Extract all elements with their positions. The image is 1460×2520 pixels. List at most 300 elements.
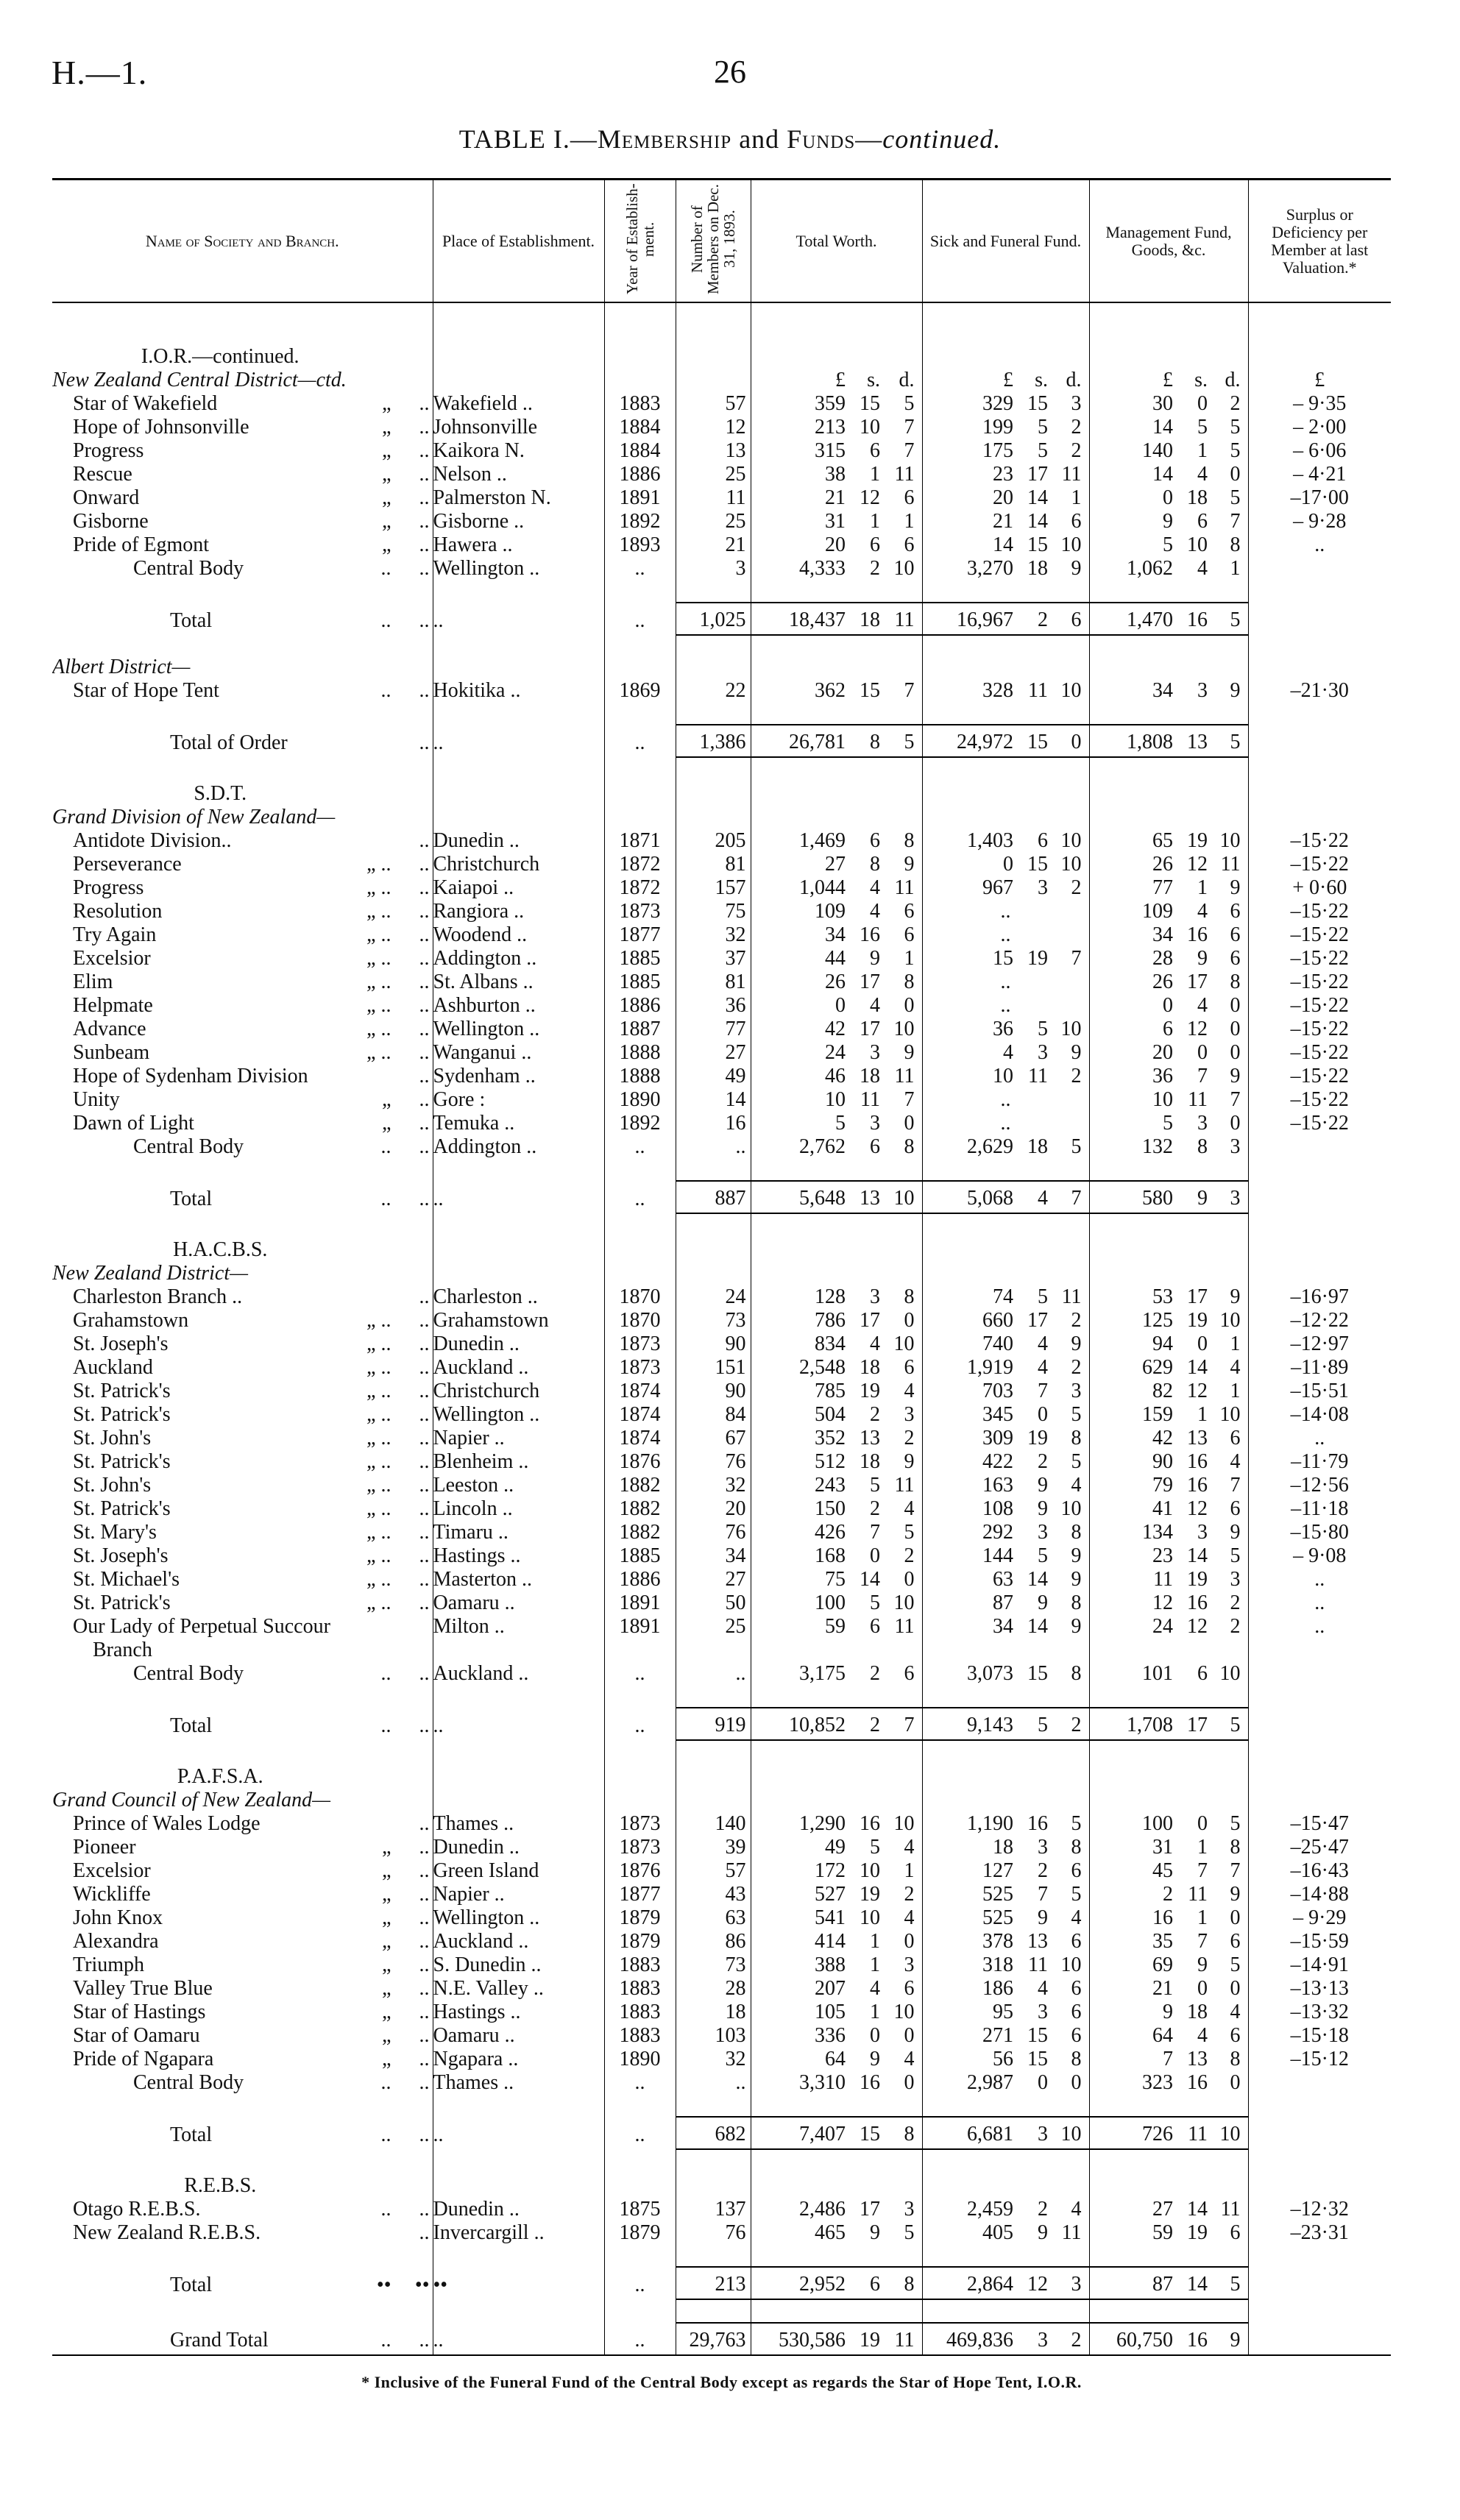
surplus-cell bbox=[1248, 1685, 1391, 1708]
total-worth-shillings: 5 bbox=[870, 1591, 880, 1614]
total-worth-shillings bbox=[850, 2244, 883, 2267]
total-worth-pence: 0 bbox=[904, 2071, 915, 2094]
total-worth-shillings: 9 bbox=[870, 947, 880, 970]
surplus-cell bbox=[1248, 2117, 1391, 2149]
sick-fund-pounds: 144 bbox=[922, 1544, 1018, 1567]
table-wrapper bbox=[52, 178, 1391, 2393]
year-cell: 1877 bbox=[604, 1882, 676, 1906]
total-worth-shillings: 18 bbox=[860, 1356, 880, 1379]
total-worth-pence: 8 bbox=[904, 1285, 915, 1308]
total-worth-pounds: 172 bbox=[751, 1859, 850, 1882]
management-fund-pence: 3 bbox=[1230, 1135, 1241, 1158]
surplus-cell: –23·31 bbox=[1248, 2221, 1391, 2244]
management-fund-shillings bbox=[1177, 2299, 1211, 2323]
name-cell bbox=[52, 852, 433, 876]
sick-fund-pence: 10 bbox=[1060, 533, 1082, 556]
surplus-cell: –12·22 bbox=[1248, 1308, 1391, 1332]
name-cell bbox=[52, 1929, 433, 1953]
table-row bbox=[52, 1308, 1391, 1332]
members-cell: 27 bbox=[676, 1040, 751, 1064]
year-cell: 1890 bbox=[604, 1087, 676, 1111]
name-cell bbox=[52, 1591, 433, 1614]
surplus-cell: –21·30 bbox=[1248, 678, 1391, 702]
management-fund-shillings: 9 bbox=[1177, 1181, 1211, 1213]
sick-fund-shillings: 14 bbox=[1027, 486, 1049, 509]
total-worth-pence: 3 bbox=[904, 1953, 915, 1976]
table-row bbox=[52, 1567, 1391, 1591]
name-wrap bbox=[52, 416, 433, 439]
name-wrap bbox=[52, 1380, 433, 1402]
surplus-cell: –15·22 bbox=[1248, 852, 1391, 876]
total-worth-pence: 11 bbox=[894, 876, 915, 899]
management-fund-shillings: 16 bbox=[1177, 603, 1211, 635]
management-fund-shillings: 7 bbox=[1197, 1930, 1208, 1953]
year-cell: 1887 bbox=[604, 1017, 676, 1040]
sick-fund-pounds: 329 bbox=[922, 391, 1018, 415]
total-worth-pence: 8 bbox=[904, 1135, 915, 1158]
table-title bbox=[0, 124, 1460, 155]
surplus-cell: .. bbox=[1248, 1591, 1391, 1614]
management-fund-pounds: 323 bbox=[1089, 2070, 1177, 2094]
sick-fund-shillings: 6 bbox=[1038, 829, 1049, 852]
sick-fund-pence: 10 bbox=[1060, 1497, 1082, 1520]
name-cell bbox=[52, 2047, 433, 2070]
leader-dots: .. bbox=[419, 679, 430, 702]
management-fund-pounds bbox=[1089, 635, 1177, 678]
name-cell bbox=[52, 1017, 433, 1040]
sick-fund-shillings bbox=[1018, 2149, 1051, 2197]
management-fund-shillings: 11 bbox=[1188, 1088, 1208, 1111]
total-worth-pounds: 24 bbox=[751, 1040, 850, 1064]
total-worth-pounds: 465 bbox=[751, 2221, 850, 2244]
name-cell bbox=[52, 1355, 433, 1379]
management-fund-pence: 10 bbox=[1219, 1309, 1241, 1332]
place-cell bbox=[433, 1685, 604, 1708]
management-fund-pence: 10 bbox=[1219, 1662, 1241, 1685]
place-cell: .. bbox=[433, 1708, 604, 1740]
year-cell: 1877 bbox=[604, 923, 676, 946]
total-worth-pounds: 1,469 bbox=[751, 828, 850, 852]
management-fund-pence: 7 bbox=[1230, 1474, 1241, 1497]
place-cell: Auckland .. bbox=[433, 1929, 604, 1953]
members-cell: 887 bbox=[676, 1181, 751, 1213]
total-worth-shillings bbox=[850, 635, 883, 678]
sick-fund-pounds bbox=[922, 1638, 1018, 1661]
total-worth-pence: 8 bbox=[883, 2267, 922, 2299]
total-worth-pounds: 5,648 bbox=[751, 1181, 850, 1213]
leader-dots: .. bbox=[419, 1859, 430, 1882]
management-fund-pence bbox=[1211, 2149, 1248, 2197]
management-fund-pence: 10 bbox=[1219, 829, 1241, 852]
place-cell: Palmerston N. bbox=[433, 486, 604, 509]
branch-name-continued: Branch bbox=[93, 1639, 152, 1661]
sick-fund-shillings: 4 bbox=[1038, 1332, 1049, 1355]
table-row bbox=[52, 1017, 1391, 1040]
management-fund-pounds: 0 bbox=[1089, 486, 1177, 509]
sick-fund-pence: 5 bbox=[1071, 1135, 1082, 1158]
name-cell bbox=[52, 970, 433, 993]
year-cell: .. bbox=[604, 603, 676, 635]
surplus-cell bbox=[1248, 1213, 1391, 1261]
management-fund-pence: 2 bbox=[1230, 1591, 1241, 1614]
members-cell: 21 bbox=[676, 533, 751, 556]
name-wrap bbox=[52, 1286, 433, 1308]
name-cell bbox=[52, 462, 433, 486]
place-cell bbox=[433, 2299, 604, 2323]
place-cell bbox=[433, 635, 604, 678]
members-cell: .. bbox=[676, 1661, 751, 1685]
total-worth-pence: 10 bbox=[893, 1018, 915, 1040]
sick-fund-pence bbox=[1051, 2244, 1089, 2267]
management-fund-pence: 5 bbox=[1230, 1544, 1241, 1567]
leader-dots: .. bbox=[419, 1018, 430, 1040]
name-wrap bbox=[52, 853, 433, 876]
name-wrap bbox=[52, 1474, 433, 1497]
total-worth-shillings: 9 bbox=[870, 2221, 880, 2244]
leader-dots: .. bbox=[419, 853, 430, 876]
name-cell bbox=[52, 946, 433, 970]
members-cell: 73 bbox=[676, 1953, 751, 1976]
leader-dots: .. bbox=[419, 1714, 430, 1737]
leader-dots: .. bbox=[419, 1065, 430, 1087]
leader-dots: .. bbox=[419, 1041, 430, 1064]
branch-name: Hope of Sydenham Division bbox=[73, 1065, 308, 1087]
sick-fund-pence: 8 bbox=[1071, 1662, 1082, 1685]
branch-name: Rescue bbox=[73, 463, 132, 486]
total-worth-shillings: 4 bbox=[870, 1977, 880, 2000]
management-fund-pounds: 100 bbox=[1089, 1811, 1177, 1835]
ditto-mark: „ .. bbox=[366, 853, 391, 876]
total-worth-pence: 7 bbox=[904, 679, 915, 702]
members-cell: .. bbox=[676, 2070, 751, 2094]
total-row bbox=[52, 725, 1391, 757]
members-cell: 27 bbox=[676, 1567, 751, 1591]
management-fund-pence: 9 bbox=[1230, 1521, 1241, 1544]
members-cell: 90 bbox=[676, 1332, 751, 1355]
table-row bbox=[52, 678, 1391, 702]
sick-fund-shillings bbox=[1018, 302, 1051, 368]
sick-fund-shillings bbox=[1018, 702, 1051, 725]
total-worth-pounds bbox=[751, 1213, 850, 1261]
surplus-cell: .. bbox=[1248, 1426, 1391, 1449]
year-cell: 1892 bbox=[604, 1111, 676, 1135]
surplus-cell: .. bbox=[1248, 1567, 1391, 1591]
total-worth-shillings: 3 bbox=[870, 1112, 880, 1135]
total-worth-pounds: 105 bbox=[751, 2000, 850, 2023]
management-fund-pounds: 21 bbox=[1089, 1976, 1177, 2000]
total-worth-pence: 0 bbox=[904, 2024, 915, 2047]
members-cell: 28 bbox=[676, 1976, 751, 2000]
district-heading: Albert District— bbox=[52, 656, 191, 678]
year-cell bbox=[604, 805, 676, 828]
members-cell: 86 bbox=[676, 1929, 751, 1953]
members-cell bbox=[676, 368, 751, 391]
sick-fund-pence: 0 bbox=[1071, 2071, 1082, 2094]
management-fund-pounds: 53 bbox=[1089, 1285, 1177, 1308]
name-wrap bbox=[52, 1357, 433, 1379]
name-wrap bbox=[52, 2072, 433, 2094]
sick-fund-pence: 8 bbox=[1071, 1427, 1082, 1449]
district-heading: New Zealand District— bbox=[52, 1262, 249, 1285]
place-cell bbox=[433, 2094, 604, 2117]
management-fund-shillings bbox=[1177, 1740, 1211, 1788]
branch-name: Grahamstown bbox=[73, 1309, 189, 1332]
total-worth-pounds: 5 bbox=[751, 1111, 850, 1135]
year-cell: .. bbox=[604, 2267, 676, 2299]
leader-dots: .. bbox=[419, 2123, 430, 2146]
management-fund-pence: 4 bbox=[1230, 1450, 1241, 1473]
management-fund-pounds bbox=[1089, 1261, 1177, 1285]
management-fund-pence: 9 bbox=[1230, 1065, 1241, 1087]
management-fund-shillings bbox=[1177, 580, 1211, 603]
total-worth-pence: 5 bbox=[904, 2221, 915, 2244]
grand-total-row bbox=[52, 2323, 1391, 2355]
total-worth-pence: 10 bbox=[893, 1812, 915, 1835]
members-cell: 57 bbox=[676, 1859, 751, 1882]
table-row bbox=[52, 876, 1391, 899]
sick-fund-pounds: 405 bbox=[922, 2221, 1018, 2244]
place-cell: Ngapara .. bbox=[433, 2047, 604, 2070]
table-row bbox=[52, 1332, 1391, 1355]
place-cell: Blenheim .. bbox=[433, 1449, 604, 1473]
place-cell: Thames .. bbox=[433, 2070, 604, 2094]
management-fund-shillings: 9 bbox=[1197, 1953, 1208, 1976]
name-wrap bbox=[52, 2124, 433, 2146]
management-fund-pounds: 90 bbox=[1089, 1449, 1177, 1473]
year-cell: 1874 bbox=[604, 1379, 676, 1402]
sick-fund-pence: 2 bbox=[1071, 439, 1082, 462]
management-fund-pence: 10 bbox=[1219, 1403, 1241, 1426]
year-cell: 1873 bbox=[604, 1332, 676, 1355]
management-fund-shillings: 19 bbox=[1187, 1568, 1208, 1591]
leader-dots: .. bbox=[419, 2198, 430, 2221]
place-cell: Hastings .. bbox=[433, 1544, 604, 1567]
place-cell bbox=[433, 1638, 604, 1661]
sick-fund-pence: 3 bbox=[1071, 1380, 1082, 1402]
surplus-cell bbox=[1248, 1661, 1391, 1685]
leader-dots: .. bbox=[419, 1285, 430, 1308]
surplus-cell: –11·18 bbox=[1248, 1497, 1391, 1520]
table-row bbox=[52, 391, 1391, 415]
ditto-mark: „ .. bbox=[366, 1544, 391, 1567]
members-cell: 140 bbox=[676, 1811, 751, 1835]
name-cell bbox=[52, 876, 433, 899]
management-fund-pounds: 1,708 bbox=[1089, 1708, 1177, 1740]
total-worth-pounds: 4,333 bbox=[751, 556, 850, 580]
management-fund-shillings: 13 bbox=[1187, 1427, 1208, 1449]
year-cell: 1888 bbox=[604, 1064, 676, 1087]
name-wrap bbox=[52, 732, 433, 754]
ditto-mark: „ .. bbox=[366, 947, 391, 970]
name-cell bbox=[52, 2323, 433, 2355]
sick-fund-pounds: 4 bbox=[922, 1040, 1018, 1064]
total-worth-pounds bbox=[751, 2299, 850, 2323]
management-fund-pence: 0 bbox=[1230, 994, 1241, 1017]
sick-fund-shillings: 5 bbox=[1038, 439, 1049, 462]
total-worth-pence bbox=[883, 580, 922, 603]
leader-dots: .. bbox=[419, 2048, 430, 2070]
members-cell: 25 bbox=[676, 462, 751, 486]
name-cell bbox=[52, 1402, 433, 1426]
sick-fund-shillings bbox=[1018, 2244, 1051, 2267]
place-cell bbox=[433, 1213, 604, 1261]
sick-fund-pence: 8 bbox=[1071, 1521, 1082, 1544]
leader-dots: .. bbox=[419, 463, 430, 486]
management-fund-shillings bbox=[1177, 635, 1211, 678]
name-wrap bbox=[52, 610, 433, 632]
surplus-cell: – 6·06 bbox=[1248, 439, 1391, 462]
total-worth-shillings: 14 bbox=[860, 1568, 880, 1591]
total-worth-pence: 5 bbox=[883, 725, 922, 757]
name-wrap bbox=[52, 1498, 433, 1520]
leader-dots: .. bbox=[419, 2071, 430, 2094]
sick-fund-shillings: 2 bbox=[1038, 1859, 1049, 1882]
name-cell bbox=[52, 1497, 433, 1520]
sick-fund-pence: 6 bbox=[1071, 2024, 1082, 2047]
sick-fund-pence bbox=[1051, 635, 1089, 678]
table-body bbox=[52, 302, 1391, 2355]
sick-fund-pounds: 2,459 bbox=[922, 2197, 1018, 2221]
members-cell: 32 bbox=[676, 923, 751, 946]
total-worth-pence: 11 bbox=[894, 1615, 915, 1638]
branch-name: Total bbox=[170, 609, 213, 632]
sick-fund-pounds: 740 bbox=[922, 1332, 1018, 1355]
table-row bbox=[52, 1402, 1391, 1426]
branch-name: Sunbeam bbox=[73, 1041, 150, 1064]
sick-fund-shillings: 3 bbox=[1018, 2117, 1051, 2149]
management-fund-pence bbox=[1211, 1213, 1248, 1261]
surplus-cell bbox=[1248, 2094, 1391, 2117]
sick-fund-pence: 1 bbox=[1071, 486, 1082, 509]
year-cell: 1876 bbox=[604, 1449, 676, 1473]
sick-fund-pence: 6 bbox=[1071, 1977, 1082, 2000]
year-cell: 1886 bbox=[604, 1567, 676, 1591]
surplus-cell: –15·80 bbox=[1248, 1520, 1391, 1544]
sick-fund-pounds: 186 bbox=[922, 1976, 1018, 2000]
year-cell bbox=[604, 580, 676, 603]
management-fund-pence: 0 bbox=[1230, 1112, 1241, 1135]
management-fund-shillings bbox=[1177, 1158, 1211, 1181]
sick-fund-pence: 11 bbox=[1061, 2221, 1082, 2244]
sick-fund-pounds bbox=[922, 2149, 1018, 2197]
total-worth-pence: 6 bbox=[904, 1356, 915, 1379]
sick-fund-shillings: 18 bbox=[1027, 1135, 1049, 1158]
sick-fund-pence bbox=[1051, 1213, 1089, 1261]
management-fund-pence: 8 bbox=[1230, 970, 1241, 993]
total-worth-shillings: 6 bbox=[870, 1135, 880, 1158]
leader-dots: .. bbox=[419, 1836, 430, 1859]
total-worth-pence: 10 bbox=[893, 1591, 915, 1614]
leader-dots: .. bbox=[419, 1112, 430, 1135]
year-cell: 1891 bbox=[604, 1591, 676, 1614]
management-fund-shillings bbox=[1177, 757, 1211, 805]
management-fund-shillings: 12 bbox=[1187, 1018, 1208, 1040]
table-row bbox=[52, 1087, 1391, 1111]
management-fund-shillings: 1 bbox=[1197, 1836, 1208, 1859]
members-cell: 25 bbox=[676, 509, 751, 533]
page-number: 26 bbox=[714, 54, 746, 90]
management-fund-pence: 6 bbox=[1230, 1930, 1241, 1953]
branch-name: Auckland bbox=[73, 1356, 153, 1379]
ditto-mark: „ .. bbox=[366, 1474, 391, 1497]
surplus-cell: – 9·29 bbox=[1248, 1906, 1391, 1929]
sick-fund-shillings bbox=[1018, 2094, 1051, 2117]
total-worth-pounds bbox=[751, 1685, 850, 1708]
surplus-cell: –15·51 bbox=[1248, 1379, 1391, 1402]
surplus-cell bbox=[1248, 1135, 1391, 1158]
central-body-row bbox=[52, 1661, 1391, 1685]
sick-fund-shillings bbox=[1018, 580, 1051, 603]
management-fund-pence: 2 bbox=[1230, 392, 1241, 415]
ditto-mark: „ bbox=[382, 1088, 391, 1111]
name-cell bbox=[52, 1567, 433, 1591]
total-worth-shillings bbox=[850, 1638, 883, 1661]
leader-dots: .. bbox=[419, 2329, 430, 2352]
sick-fund-shillings: 14 bbox=[1027, 1615, 1049, 1638]
sick-fund-pounds bbox=[922, 2094, 1018, 2117]
management-fund-pence: 2 bbox=[1230, 1615, 1241, 1638]
sick-fund-shillings: 16 bbox=[1027, 1812, 1049, 1835]
name-cell bbox=[52, 1181, 433, 1213]
management-fund-pounds: 60,750 bbox=[1089, 2323, 1177, 2355]
title-part: Funds bbox=[787, 124, 856, 154]
total-worth-pounds: 100 bbox=[751, 1591, 850, 1614]
table-row bbox=[52, 1379, 1391, 1402]
name-cell bbox=[52, 1708, 433, 1740]
year-cell: 1870 bbox=[604, 1308, 676, 1332]
members-cell: 57 bbox=[676, 391, 751, 415]
total-worth-pounds: 512 bbox=[751, 1449, 850, 1473]
name-cell bbox=[52, 1064, 433, 1087]
members-cell bbox=[676, 2149, 751, 2197]
total-worth-pounds bbox=[751, 1740, 850, 1788]
management-fund-pounds: 14 bbox=[1089, 462, 1177, 486]
total-worth-pence: 5 bbox=[904, 392, 915, 415]
table-row bbox=[52, 1520, 1391, 1544]
society-heading: H.A.C.B.S. bbox=[173, 1238, 268, 1261]
management-fund-pence bbox=[1211, 1788, 1248, 1811]
place-cell: Charleston .. bbox=[433, 1285, 604, 1308]
ditto-mark: .. bbox=[380, 1135, 391, 1158]
management-fund-pence: 5 bbox=[1230, 439, 1241, 462]
total-worth-shillings: 13 bbox=[850, 1181, 883, 1213]
name-wrap bbox=[52, 1616, 433, 1638]
place-cell: Addington .. bbox=[433, 1135, 604, 1158]
table-row bbox=[52, 1355, 1391, 1379]
ditto-mark: „ bbox=[382, 1836, 391, 1859]
management-fund-pence: 0 bbox=[1230, 1906, 1241, 1929]
members-cell: 76 bbox=[676, 2221, 751, 2244]
surplus-cell bbox=[1248, 580, 1391, 603]
members-cell: 90 bbox=[676, 1379, 751, 1402]
total-worth-pence: 9 bbox=[904, 1041, 915, 1064]
branch-name: Excelsior bbox=[73, 947, 151, 970]
leader-dots: .. bbox=[419, 1953, 430, 1976]
management-fund-pounds: 629 bbox=[1089, 1355, 1177, 1379]
total-worth-pence: 7 bbox=[904, 416, 915, 439]
sick-fund-shillings: 5 bbox=[1018, 1708, 1051, 1740]
leader-dots: .. bbox=[419, 486, 430, 509]
total-worth-shillings: 18 bbox=[860, 1065, 880, 1087]
members-cell bbox=[676, 1740, 751, 1788]
branch-name: Helpmate bbox=[73, 994, 153, 1017]
leader-dots: .. bbox=[419, 1380, 430, 1402]
place-cell: Grahamstown bbox=[433, 1308, 604, 1332]
members-cell: 29,763 bbox=[676, 2323, 751, 2355]
year-cell: 1891 bbox=[604, 1614, 676, 1638]
total-worth-shillings bbox=[850, 805, 883, 828]
sick-fund-pounds: 292 bbox=[922, 1520, 1018, 1544]
